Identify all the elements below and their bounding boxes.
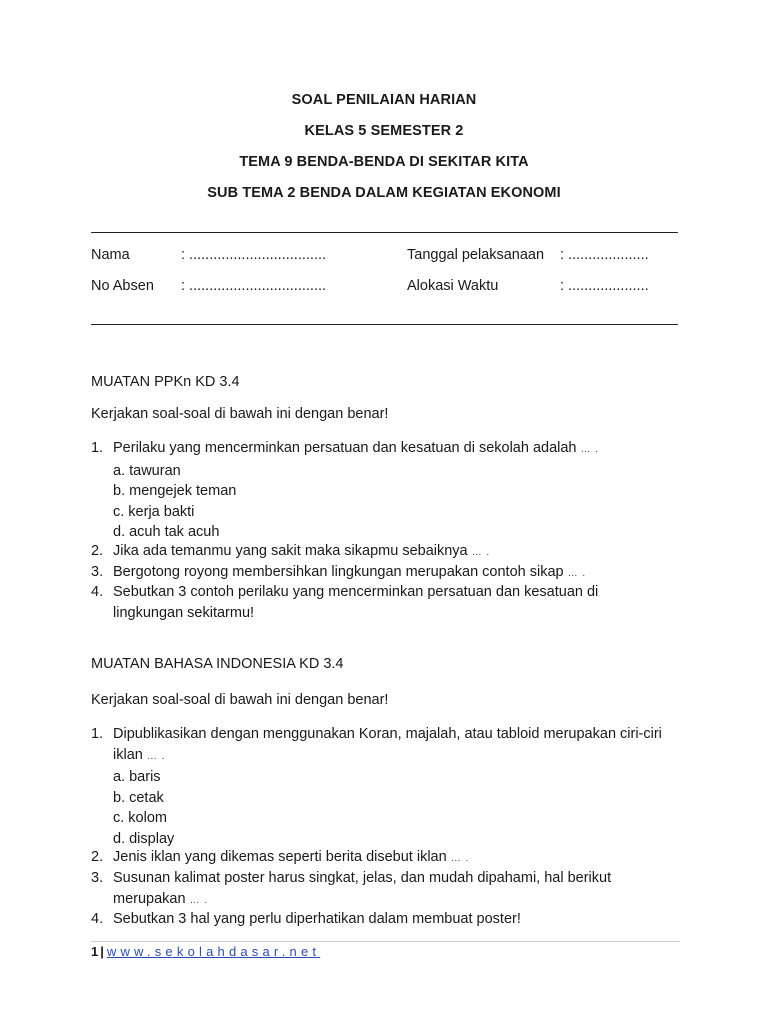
- page-number: 1: [91, 944, 99, 959]
- question-text: Bergotong royong membersihkan lingkungan merupakan contoh sikap: [113, 564, 564, 580]
- absen-label: No Absen: [91, 278, 154, 294]
- nama-field[interactable]: : ..................................: [181, 247, 327, 263]
- section-title-bahasa: MUATAN BAHASA INDONESIA KD 3.4: [91, 656, 344, 672]
- section-title-ppkn: MUATAN PPKn KD 3.4: [91, 374, 240, 390]
- question-blank: … .: [146, 750, 166, 762]
- footer-divider: [91, 941, 680, 942]
- answer-option: b. cetak: [113, 789, 164, 806]
- question-text: Jika ada temanmu yang sakit maka sikapmu sebaiknya: [113, 543, 468, 559]
- question-blank: … .: [450, 853, 470, 864]
- question-text: Dipublikasikan dengan menggunakan Koran, majalah, atau tabloid merupakan ciri-ciri iklan: [113, 726, 662, 763]
- answer-option: d. display: [113, 830, 175, 847]
- page-footer: [91, 944, 320, 959]
- answer-option: a. tawuran: [113, 462, 181, 479]
- question-item: [91, 438, 681, 543]
- question-number: 1.: [91, 726, 104, 742]
- question-number: 3.: [91, 870, 104, 886]
- doc-subtheme: SUB TEMA 2 BENDA DALAM KEGIATAN EKONOMI: [207, 185, 561, 201]
- question-blank: … .: [567, 568, 587, 579]
- question-number: 2.: [91, 849, 104, 865]
- nama-label: Nama: [91, 247, 130, 263]
- question-item: [91, 847, 681, 870]
- header-divider-bottom: [91, 324, 678, 325]
- doc-title: SOAL PENILAIAN HARIAN: [291, 92, 477, 108]
- absen-field[interactable]: : ..................................: [181, 278, 327, 294]
- doc-theme: TEMA 9 BENDA-BENDA DI SEKITAR KITA: [239, 154, 529, 170]
- question-number: 4.: [91, 584, 104, 600]
- question-blank: … .: [189, 894, 209, 906]
- answer-option: c. kolom: [113, 810, 167, 826]
- question-number: 2.: [91, 543, 104, 559]
- tanggal-label: Tanggal pelaksanaan: [407, 247, 545, 263]
- question-item: [91, 541, 681, 564]
- answer-option: b. mengejek teman: [113, 483, 237, 499]
- tanggal-field[interactable]: : ....................: [560, 247, 649, 263]
- question-blank: … .: [471, 547, 491, 558]
- question-item: [91, 582, 651, 623]
- answer-option: d. acuh tak acuh: [113, 524, 220, 540]
- question-item: [91, 909, 681, 930]
- question-text: Sebutkan 3 contoh perilaku yang mencerminkan persatuan dan kesatuan di lingkungan sekitarmu!: [113, 584, 599, 621]
- question-number: 3.: [91, 564, 104, 580]
- section-instruction: Kerjakan soal-soal di bawah ini dengan benar!: [91, 406, 389, 422]
- footer-separator: |: [100, 944, 104, 959]
- answer-option: a. baris: [113, 769, 161, 785]
- question-number: 1.: [91, 440, 104, 456]
- question-number: 4.: [91, 911, 104, 927]
- question-blank: … .: [580, 444, 600, 455]
- waktu-field[interactable]: : ....................: [560, 278, 649, 294]
- question-text: Perilaku yang mencerminkan persatuan dan kesatuan di sekolah adalah: [113, 440, 577, 456]
- website-link[interactable]: www.sekolahdasar.net: [106, 944, 321, 959]
- header-divider-top: [91, 232, 678, 233]
- question-text: Sebutkan 3 hal yang perlu diperhatikan dalam membuat poster!: [113, 911, 521, 927]
- waktu-label: Alokasi Waktu: [407, 278, 499, 294]
- doc-class: KELAS 5 SEMESTER 2: [304, 123, 464, 139]
- question-item: [91, 724, 671, 849]
- answer-option: c. kerja bakti: [113, 503, 195, 520]
- question-item: [91, 868, 651, 911]
- question-text: Susunan kalimat poster harus singkat, jelas, dan mudah dipahami, hal berikut merupakan: [113, 870, 612, 907]
- section-instruction: Kerjakan soal-soal di bawah ini dengan benar!: [91, 692, 389, 708]
- question-text: Jenis iklan yang dikemas seperti berita disebut iklan: [113, 849, 447, 865]
